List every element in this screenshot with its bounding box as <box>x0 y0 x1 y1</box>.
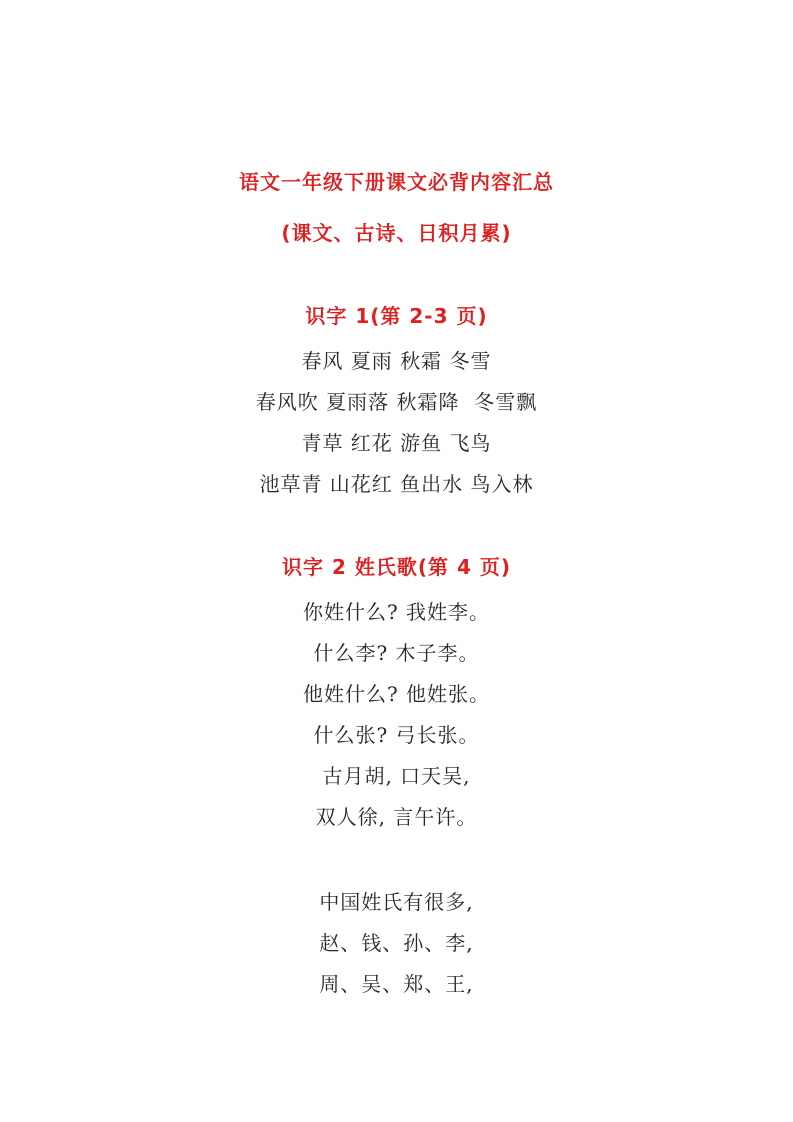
section-heading-shizi-2: 识字 2 姓氏歌(第 4 页) <box>282 555 511 579</box>
text-line: 周、吴、郑、王, <box>319 972 474 996</box>
section-heading-shizi-1: 识字 1(第 2-3 页) <box>305 304 488 328</box>
text-line: 赵、钱、孙、李, <box>319 931 474 955</box>
text-line: 什么李? 木子李。 <box>313 641 480 665</box>
text-line: 中国姓氏有很多, <box>319 890 474 914</box>
text-line: 春风 夏雨 秋霜 冬雪 <box>301 349 492 373</box>
text-line: 春风吹 夏雨落 秋霜降 冬雪飘 <box>255 390 538 414</box>
document-subtitle: (课文、古诗、日积月累) <box>281 221 512 245</box>
text-line: 双人徐, 言午许。 <box>315 805 478 829</box>
document-title: 语文一年级下册课文必背内容汇总 <box>239 170 554 194</box>
text-line: 什么张? 弓长张。 <box>313 723 480 747</box>
text-line: 你姓什么? 我姓李。 <box>302 600 491 624</box>
text-line: 他姓什么? 他姓张。 <box>302 682 491 706</box>
text-line: 古月胡, 口天吴, <box>322 764 471 788</box>
text-line: 青草 红花 游鱼 飞鸟 <box>301 431 492 455</box>
text-line: 池草青 山花红 鱼出水 鸟入林 <box>259 472 534 496</box>
